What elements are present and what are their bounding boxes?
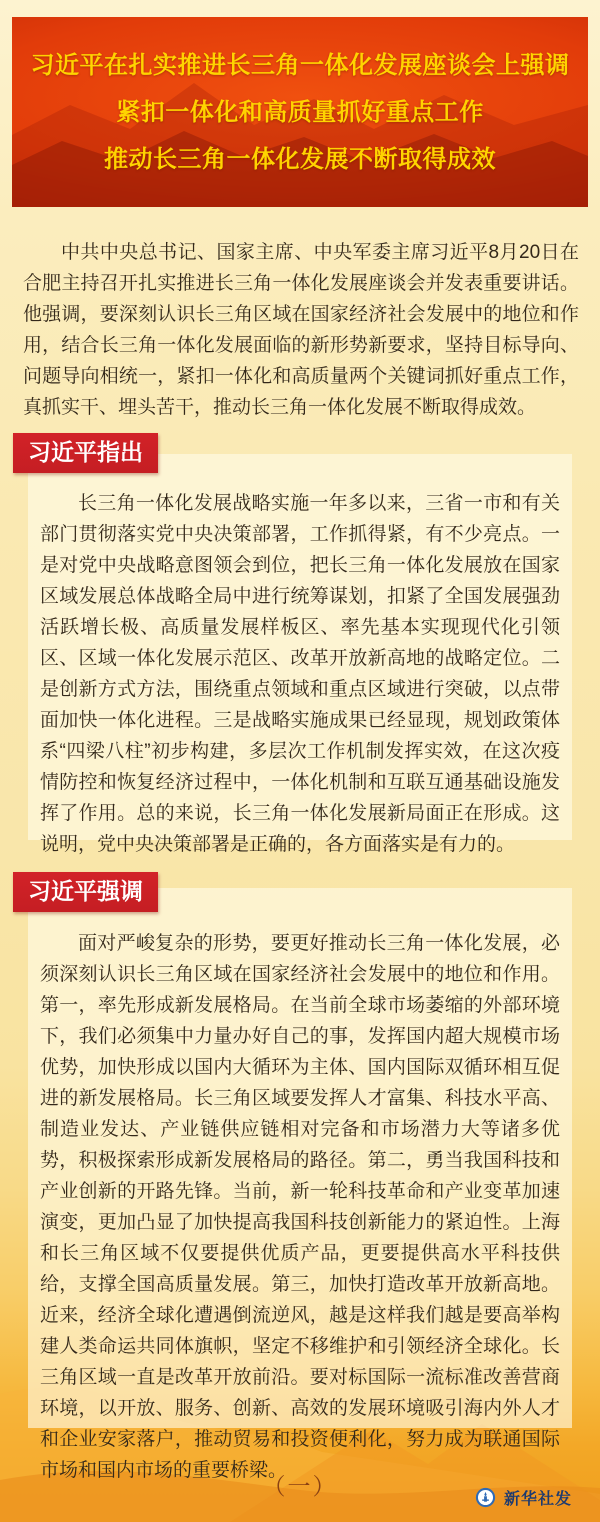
lead-paragraph: 中共中央总书记、国家主席、中央军委主席习近平8月20日在合肥主持召开扎实推进长三角一体化发展座谈会并发表重要讲话。他强调，要深刻认识长三角区域在国家经济社会发展中的地位和作用，结合长三角一体化发展面临的新形势新要求，坚持目标导向、问题导向相统一，紧扣一体化和高质量两个关键词抓好重点工作，真抓实干、埋头苦干，推动长三角一体化发展不断取得成效。 xyxy=(23,242,579,418)
banner-title-line-2: 紧扣一体化和高质量抓好重点工作 xyxy=(116,99,484,126)
banner-title-line-3: 推动长三角一体化发展不断取得成效 xyxy=(104,146,496,173)
credit xyxy=(475,1486,572,1509)
section-paragraph-2: 面对严峻复杂的形势，要更好推动长三角一体化发展，必须深刻认识长三角区域在国家经济社会发展中的地位和作用。第一，率先形成新发展格局。在当前全球市场萎缩的外部环境下，我们必须集中力量办好自己的事，发挥国内超大规模市场优势，加快形成以国内大循环为主体、国内国际双循环相互促进的新发展格局。长三角区域要发挥人才富集、科技水平高、制造业发达、产业链供应链相对完备和市场潜力大等诸多优势，积极探索形成新发展格局的路径。第二，勇当我国科技和产业创新的开路先锋。当前，新一轮科技革命和产业变革加速演变，更加凸显了加快提高我国科技创新能力的紧迫性。上海和长三角区域不仅要提供优质产品，更要提供高水平科技供给，支撑全国高质量发展。第三，加快打造改革开放新高地。近来，经济全球化遭遇倒流逆风，越是这样我们越是要高举构建人类命运共同体旗帜，坚定不移维护和引领经济全球化。长三角区域一直是改革开放前沿。要对标国际一流标准改善营商环境，以开放、服务、创新、高效的发展环境吸引海内外人才和企业安家落户，推动贸易和投资便利化，努力成为联通国际市场和国内市场的重要桥梁。 xyxy=(40,933,560,1481)
banner-titles xyxy=(12,17,588,183)
quote-box-1 xyxy=(28,454,572,855)
quote-box-2 xyxy=(28,888,572,1481)
xinhua-logo-icon xyxy=(475,1487,496,1508)
section-badge-xi-pointed-out: 习近平指出 xyxy=(13,433,158,473)
banner-title-line-1: 习近平在扎实推进长三角一体化发展座谈会上强调 xyxy=(30,52,570,79)
header-banner xyxy=(12,17,588,207)
credit-label: 新华社发 xyxy=(503,1491,572,1508)
page-number: （一） xyxy=(262,1473,338,1499)
section-paragraph-1: 长三角一体化发展战略实施一年多以来，三省一市和有关部门贯彻落实党中央决策部署，工作抓得紧，有不少亮点。一是对党中央战略意图领会到位，把长三角一体化发展放在国家区域发展总体战略全局中进行统筹谋划，扣紧了全国发展强劲活跃增长极、高质量发展样板区、率先基本实现现代化引领区、区域一体化发展示范区、改革开放新高地的战略定位。二是创新方式方法，围绕重点领域和重点区域进行突破，以点带面加快一体化进程。三是战略实施成果已经显现，规划政策体系“四梁八柱”初步构建，多层次工作机制发挥实效，在这次疫情防控和恢复经济过程中，一体化机制和互联互通基础设施发挥了作用。总的来说，长三角一体化发展新局面正在形成。这说明，党中央决策部署是正确的，各方面落实是有力的。 xyxy=(40,493,560,855)
section-badge-xi-emphasized: 习近平强调 xyxy=(13,872,158,912)
